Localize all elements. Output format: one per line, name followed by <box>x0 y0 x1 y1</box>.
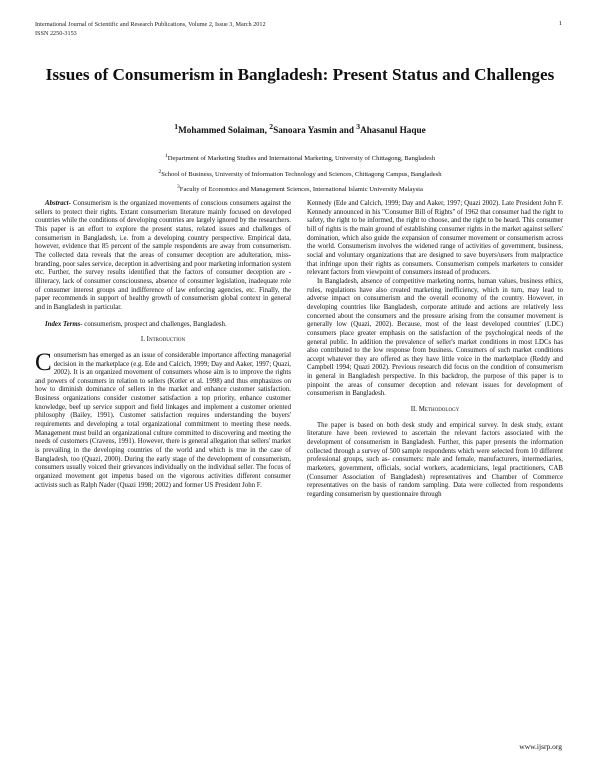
author-line: $^1$Mohammed Solaiman, $^2$Sanoara Yasmin and $^3$Ahasanul Haque <box>174 122 426 136</box>
affiliation: $^1$Department of Marketing Studies and International Marketing, University of Chittagong, Bangladesh <box>164 153 436 163</box>
methodology-paragraph: The paper is based on both desk study and empirical survey. In desk study, extant literature have been reviewed to ascertain the relevant factors associated with the development of consumerism in Bangladesh. Further, this paper presents the information collected through a survey of 500 sample respondents which were selected from 10 different professional groups, such as- consumers: male and female, manufacturers, intermediaries, marketers, government, officials, social workers, academicians, legal practitioners, CAB (Consumer Association of Bangladesh) representatives and Chamber of Commerce representatives on the basis of random sampling. Data were collected from respondents regarding consumerism by questionnaire through <box>307 421 563 498</box>
abstract-text: Consumerism is the organized movements of conscious consumers against the sellers to protect their rights. Extant consumerism literature mainly focused on developed countries while the conditions of developing countries are largely ignored by the researchers. This paper is an effort to explore the present status, related issues and challenges of consumerism in Bangladesh, i.e. from a developing country perspective. Empirical data, however, evidence that 85 percent of the sample respondents are away from consumerism. The collected data reveals that the areas of consumer deception are adulteration, miss-branding, poor sales service, deception in advertising and poor marketing information system etc. Further, the survey results identified that the factors of consumer deception are - illiteracy, lack of consumer consciousness, absence of consumer legislation, inadequate role of consumer interest groups and indifference of law enforcing agencies, etc. Finally, the paper recommends in support of healthy growth of consumerism global context in general and in Bangladesh in particular. <box>35 200 291 311</box>
journal-line: International Journal of Scientific and Research Publications, Volume 2, Issue 3, March 2012 <box>35 21 266 28</box>
affiliation: $^3$Faculty of Economics and Management Sciences, International Islamic University Malaysia <box>177 184 423 194</box>
issn: ISSN 2250-3153 <box>35 30 77 37</box>
abstract-paragraph <box>35 200 291 313</box>
left-column <box>35 200 291 490</box>
intro-paragraph: In Bangladesh, absence of competitive marketing norms, human values, business ethics, rules, regulations have also created marketing inefficiency, which in turn, may lead to adverse impact on consumerism and the overall economy of the country. However, in developing countries like Bangladesh, corporate attitude and actions are relatively less concerned about the consumers and the pressure arising from the consumer movement is generally low (Quazi, 2002). Because, most of the least developed countries' (LDC) consumers place greater emphasis on the satisfaction of the psychological needs of the general public. In addition the prevalence of seller's market conditions in most LDCs has also contributed to the low response from business. Consumers of such market conditions accept whatever they are offered as they have little voice in the marketplace (Reddy and Campbell 1994; Quazi 2002). Previous research did focus on the condition of consumerism in general in Bangladesh perspective. In this backdrop, the purpose of this paper is to pinpoint the areas of consumer deception and relevant issues for development of consumerism in Bangladesh. <box>307 277 563 398</box>
footer-url[interactable]: www.ijsrp.org <box>519 742 562 751</box>
abstract-label: Abstract- <box>45 200 71 207</box>
author-sup: 1 <box>174 122 179 131</box>
page-number: 1 <box>558 20 562 27</box>
author-sup: 3 <box>356 122 361 131</box>
index-terms-text: consumerism, prospect and challenges, Bangladesh. <box>82 320 227 328</box>
index-terms-label: Index Terms- <box>45 320 83 328</box>
intro-paragraph: Consumerism has emerged as an issue of considerable importance affecting managerial decision in the marketplace (e.g. Ede and Calcich, 1999; Day and Aaker, 1997; Quazi, 2002). It is an organized movement of consumers whose aim is to improve the rights and powers of consumers in relation to sellers (Kotler et al. 1998) and thus emphasizes on how to diminish dominance of sellers in the market and enhance customer satisfaction. Business organizations consider customer satisfaction a top priority, enhance customer knowledge, beef up service support and field linkages and implement a customer oriented philosophy (Bailey, 1991). Customer satisfaction requires understanding the buyers' requirements and developing a total organizational commitment to meeting these needs. Management must build an organizational culture committed to discovering and meeting the needs of customers (Cravens, 1991). However, there is general allegation that sellers' market is prevailing in the developing countries of the world and which is true in the case of Bangladesh, too (Quazi, 2000). During the early stage of the development of consumerism, consumers usually voiced their grievances individually on the individual seller. The focus of organized movement got impetus based on the vigorous activities different consumer activists such as Ralph Nader (Quazi 1998; 2002) and former US President John F. <box>35 348 291 489</box>
affiliations <box>40 150 560 197</box>
drop-cap: C <box>35 348 52 376</box>
section-heading-methodology: II. Methodology <box>410 406 460 414</box>
intro-paragraph-continued: Kennedy (Ede and Calcich, 1999; Day and Aaker, 1997; Quazi 2002). Late President John F. Kennedy announced in his "Consumer Bill of Rights" of 1962 that consumer had the right to safety, the right to be informed, the right to choose, and the right to be heard. This consumer bill of rights is the main ground of establishing consumer rights in the market against sellers' domination, which also guide the expansion of consumer movement or consumerism across the world. Consumerism involves the widened range of activities of government, business, social and voluntary organizations that are designed to save buyers/users from malpractice that infringe upon their rights as consumers. Consumerism compels marketers to consider relevant factors from viewpoint of consumers instead of producers. <box>307 200 563 277</box>
right-column <box>307 200 563 500</box>
index-terms-paragraph <box>35 321 291 330</box>
affiliation: $^2$School of Business, University of Information Technology and Sciences, Chittagong Campus, Bangladesh <box>158 168 442 178</box>
author-name: Ahasanul Haque <box>360 125 426 136</box>
journal-header <box>35 20 266 38</box>
author-name: Mohammed Solaiman <box>178 125 265 136</box>
author-sup: 2 <box>269 122 274 131</box>
paper-title: Issues of Consumerism in Bangladesh: Present Status and Challenges <box>45 65 555 84</box>
section-heading-introduction: I. Introduction <box>140 336 186 344</box>
author-name: Sanoara Yasmin <box>273 125 337 136</box>
